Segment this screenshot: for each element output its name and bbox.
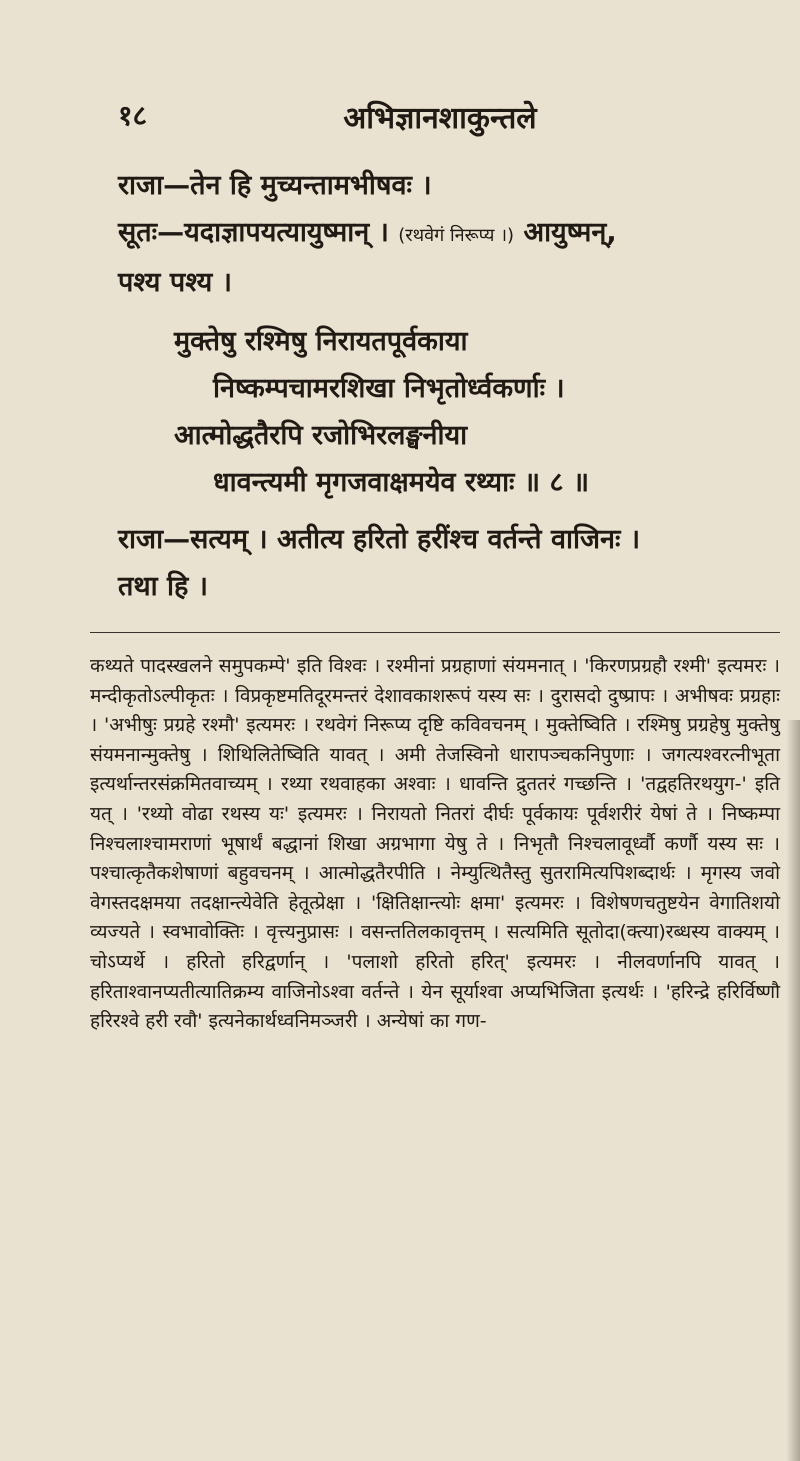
verse-block [118, 162, 718, 610]
running-title: अभिज्ञानशाकुन्तले [343, 101, 537, 136]
verse-line: आत्मोद्धतैरपि रजोभिरलङ्घनीया [174, 420, 468, 451]
dialogue-line-suta [118, 209, 718, 259]
dialogue-text: तेन हि मुच्यन्तामभीषवः । [190, 170, 432, 201]
speaker-raja: राजा— [118, 524, 191, 555]
speaker-raja: राजा— [118, 170, 191, 201]
verse-line: निष्कम्पचामरशिखा निभृतोर्ध्वकर्णाः । [213, 373, 565, 404]
dialogue-line-continuation: पश्य पश्य । [118, 267, 232, 298]
verse-line: मुक्तेषु रश्मिषु निरायतपूर्वकाया [174, 326, 468, 357]
dialogue-line-final: तथा हि । [118, 571, 208, 602]
stage-direction: (रथवेगं निरूप्य ।) [398, 225, 515, 246]
commentary-text: कथ्यते पादस्खलने समुपकम्पे' इति विश्वः । रश्मीनां प्रग्रहाणां संयमनात् । 'किरणप्रग्रहौ रश्मी' इत्यमरः । मन्दीकृतोऽल्पीकृतः । विप्रकृष्टमतिदूरमन्तरं देशावकाशरूपं यस्य सः । दुरासदो दुष्प्रापः । अभीषवः प्रग्रहाः । 'अभीषुः प्रग्रहे रश्मौ' इत्यमरः । रथवेगं निरूप्य दृष्टि कविवचनम् । मुक्तेष्विति । रश्मिषु प्रग्रहेषु मुक्तेषु संयमनान्मुक्तेषु । शिथिलितेष्विति यावत् । अमी तेजस्विनो धारापञ्चकनिपुणाः । जगत्यश्वरत्नीभूता इत्यर्थान्तरसंक्रमितवाच्यम् । रथ्या रथवाहका अश्वाः । धावन्ति द्रुततरं गच्छन्ति । 'तद्वहतिरथयुग-' इति यत् । 'रथ्यो वोढा रथस्य यः' इत्यमरः । निरायतो नितरां दीर्घः पूर्वकायः पूर्वशरीरं येषां ते । निष्कम्पा निश्चलाश्चामराणां भूषार्थं बद्धानां शिखा अग्रभागा येषु ते । निभृतौ निश्चलावूर्ध्वौ कर्णौ यस्य सः । पश्चात्कृतैकशेषाणां बहुवचनम् । आत्मोद्धतैरपीति । नेम्युत्थितैस्तु सुतरामित्यपिशब्दार्थः । मृगस्य जवो वेगस्तदक्षमया तदक्षान्त्येवेति हेतूत्प्रेक्षा । 'क्षितिक्षान्त्योः क्षमा' इत्यमरः । विशेषणचतुष्टयेन वेगातिशयो व्यज्यते । स्वभावोक्तिः । वृत्त्यनुप्रासः । वसन्ततिलकावृत्तम् । सत्यमिति सूतोदा(क्त्या)रब्धस्य वाक्यम् । चोऽप्यर्थे । हरितो हरिद्वर्णान् । 'पलाशो हरितो हरित्' इत्यमरः । नीलवर्णानपि यावत् । हरिताश्वानप्यतीत्यातिक्रम्य वाजिनोऽश्वा वर्तन्ते । येन सूर्याश्वा अप्यभिजिता इत्यर्थः । 'हरिन्द्रे हरिर्विष्णौ हरिरश्वे हरी रवौ' इत्यनेकार्थध्वनिमञ्जरी । अन्येषां का गण- [90, 655, 781, 1033]
dialogue-line-raja [118, 162, 718, 209]
page-number: १८ [118, 99, 148, 132]
dialogue-line-raja-2 [118, 516, 718, 563]
verse-line: धावन्त्यमी मृगजवाक्षमयेव रथ्याः ॥ ८ ॥ [213, 467, 590, 498]
dialogue-text: यदाज्ञापयत्यायुष्मान् । [184, 217, 389, 248]
commentary-divider [90, 632, 780, 633]
speaker-suta: सूतः— [118, 217, 185, 248]
dialogue-text-end: आयुष्मन्, [523, 217, 617, 248]
dialogue-text: सत्यम् । अतीत्य हरितो हरींश्च वर्तन्ते वाजिनः । [190, 524, 641, 555]
page-edge-shadow [786, 720, 800, 1461]
page-header [0, 96, 800, 136]
